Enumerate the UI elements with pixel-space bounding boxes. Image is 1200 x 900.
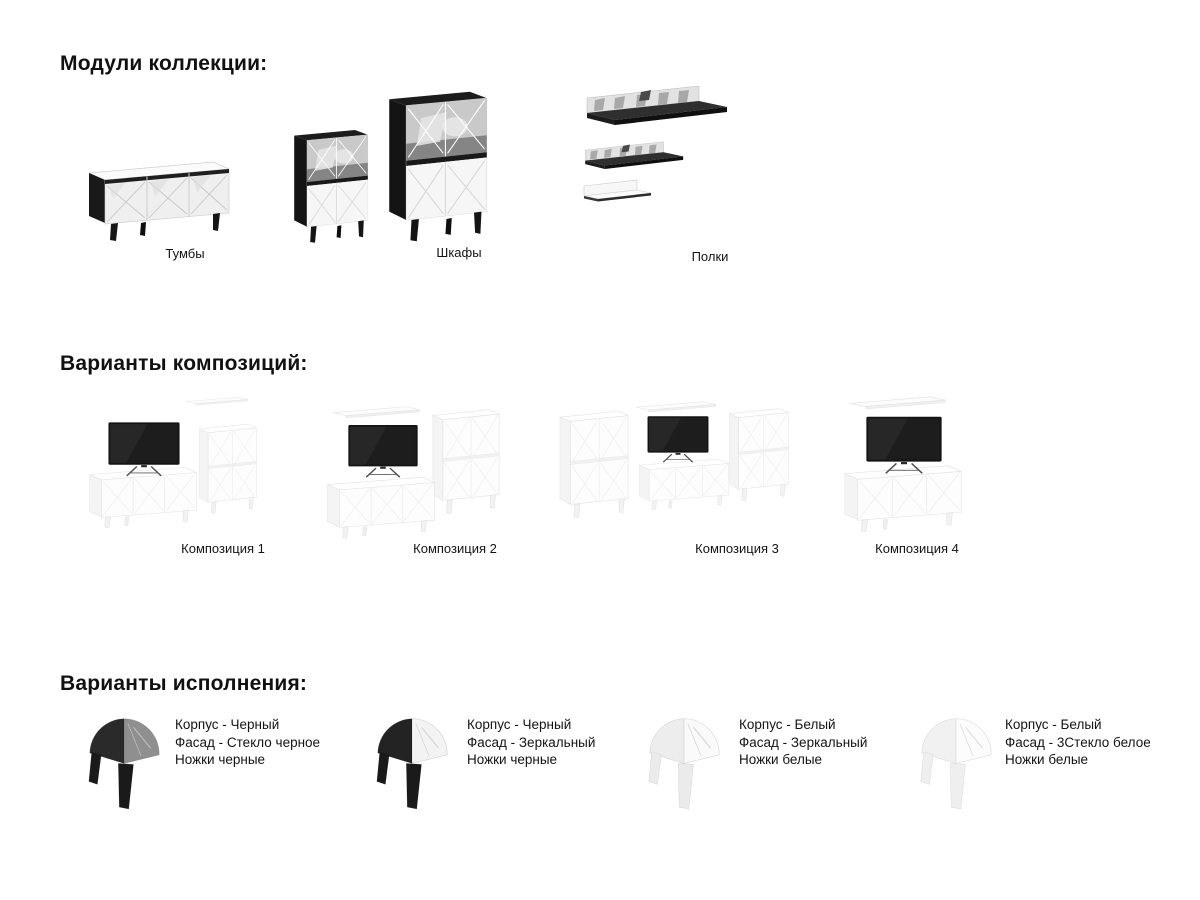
- finish-description: [467, 716, 595, 769]
- composition-3-illustration: [555, 385, 793, 543]
- composition-label-3: Композиция 3: [695, 541, 779, 556]
- compositions-section-title: Варианты композиций:: [60, 352, 308, 375]
- finish-facade-line: Фасад - Зеркальный: [739, 734, 868, 750]
- finish-swatch-white-glass: [918, 712, 994, 812]
- shelves-illustration: [581, 84, 733, 208]
- composition-label-1: Композиция 1: [181, 541, 265, 556]
- module-label-cabinets: Шкафы: [436, 245, 482, 260]
- composition-label-2: Композиция 2: [413, 541, 497, 556]
- cabinets-illustration: [283, 86, 493, 248]
- finish-description: [739, 716, 867, 769]
- finish-swatch-black-mirror: [374, 712, 450, 812]
- composition-1-illustration: [85, 390, 265, 545]
- finish-facade-line: Фасад - 3Стекло белое: [1005, 734, 1151, 750]
- finish-legs-line: Ножки белые: [739, 752, 823, 767]
- finish-legs-line: Ножки белые: [1005, 752, 1089, 767]
- composition-4-illustration: [840, 392, 1000, 540]
- module-label-shelves: Полки: [691, 249, 729, 264]
- finish-facade-line: Фасад - Зеркальный: [467, 734, 596, 750]
- composition-2-illustration: [320, 392, 505, 544]
- module-label-tv-stands: Тумбы: [165, 246, 205, 261]
- finish-body-line: Корпус - Белый: [1005, 717, 1102, 732]
- finish-body-line: Корпус - Белый: [739, 717, 836, 732]
- tv-stand-illustration: [84, 158, 234, 244]
- modules-section-title: Модули коллекции:: [60, 52, 268, 75]
- composition-label-4: Композиция 4: [875, 541, 959, 556]
- finishes-section-title: Варианты исполнения:: [60, 672, 308, 695]
- finish-legs-line: Ножки черные: [467, 752, 558, 767]
- finish-description: [1005, 716, 1151, 769]
- finish-facade-line: Фасад - Стекло черное: [175, 734, 321, 750]
- finish-description: [175, 716, 320, 769]
- finish-swatch-black-glass: [86, 712, 162, 812]
- finish-body-line: Корпус - Черный: [175, 717, 280, 732]
- finish-swatch-white-mirror: [646, 712, 722, 812]
- finish-body-line: Корпус - Черный: [467, 717, 572, 732]
- finish-legs-line: Ножки черные: [175, 752, 266, 767]
